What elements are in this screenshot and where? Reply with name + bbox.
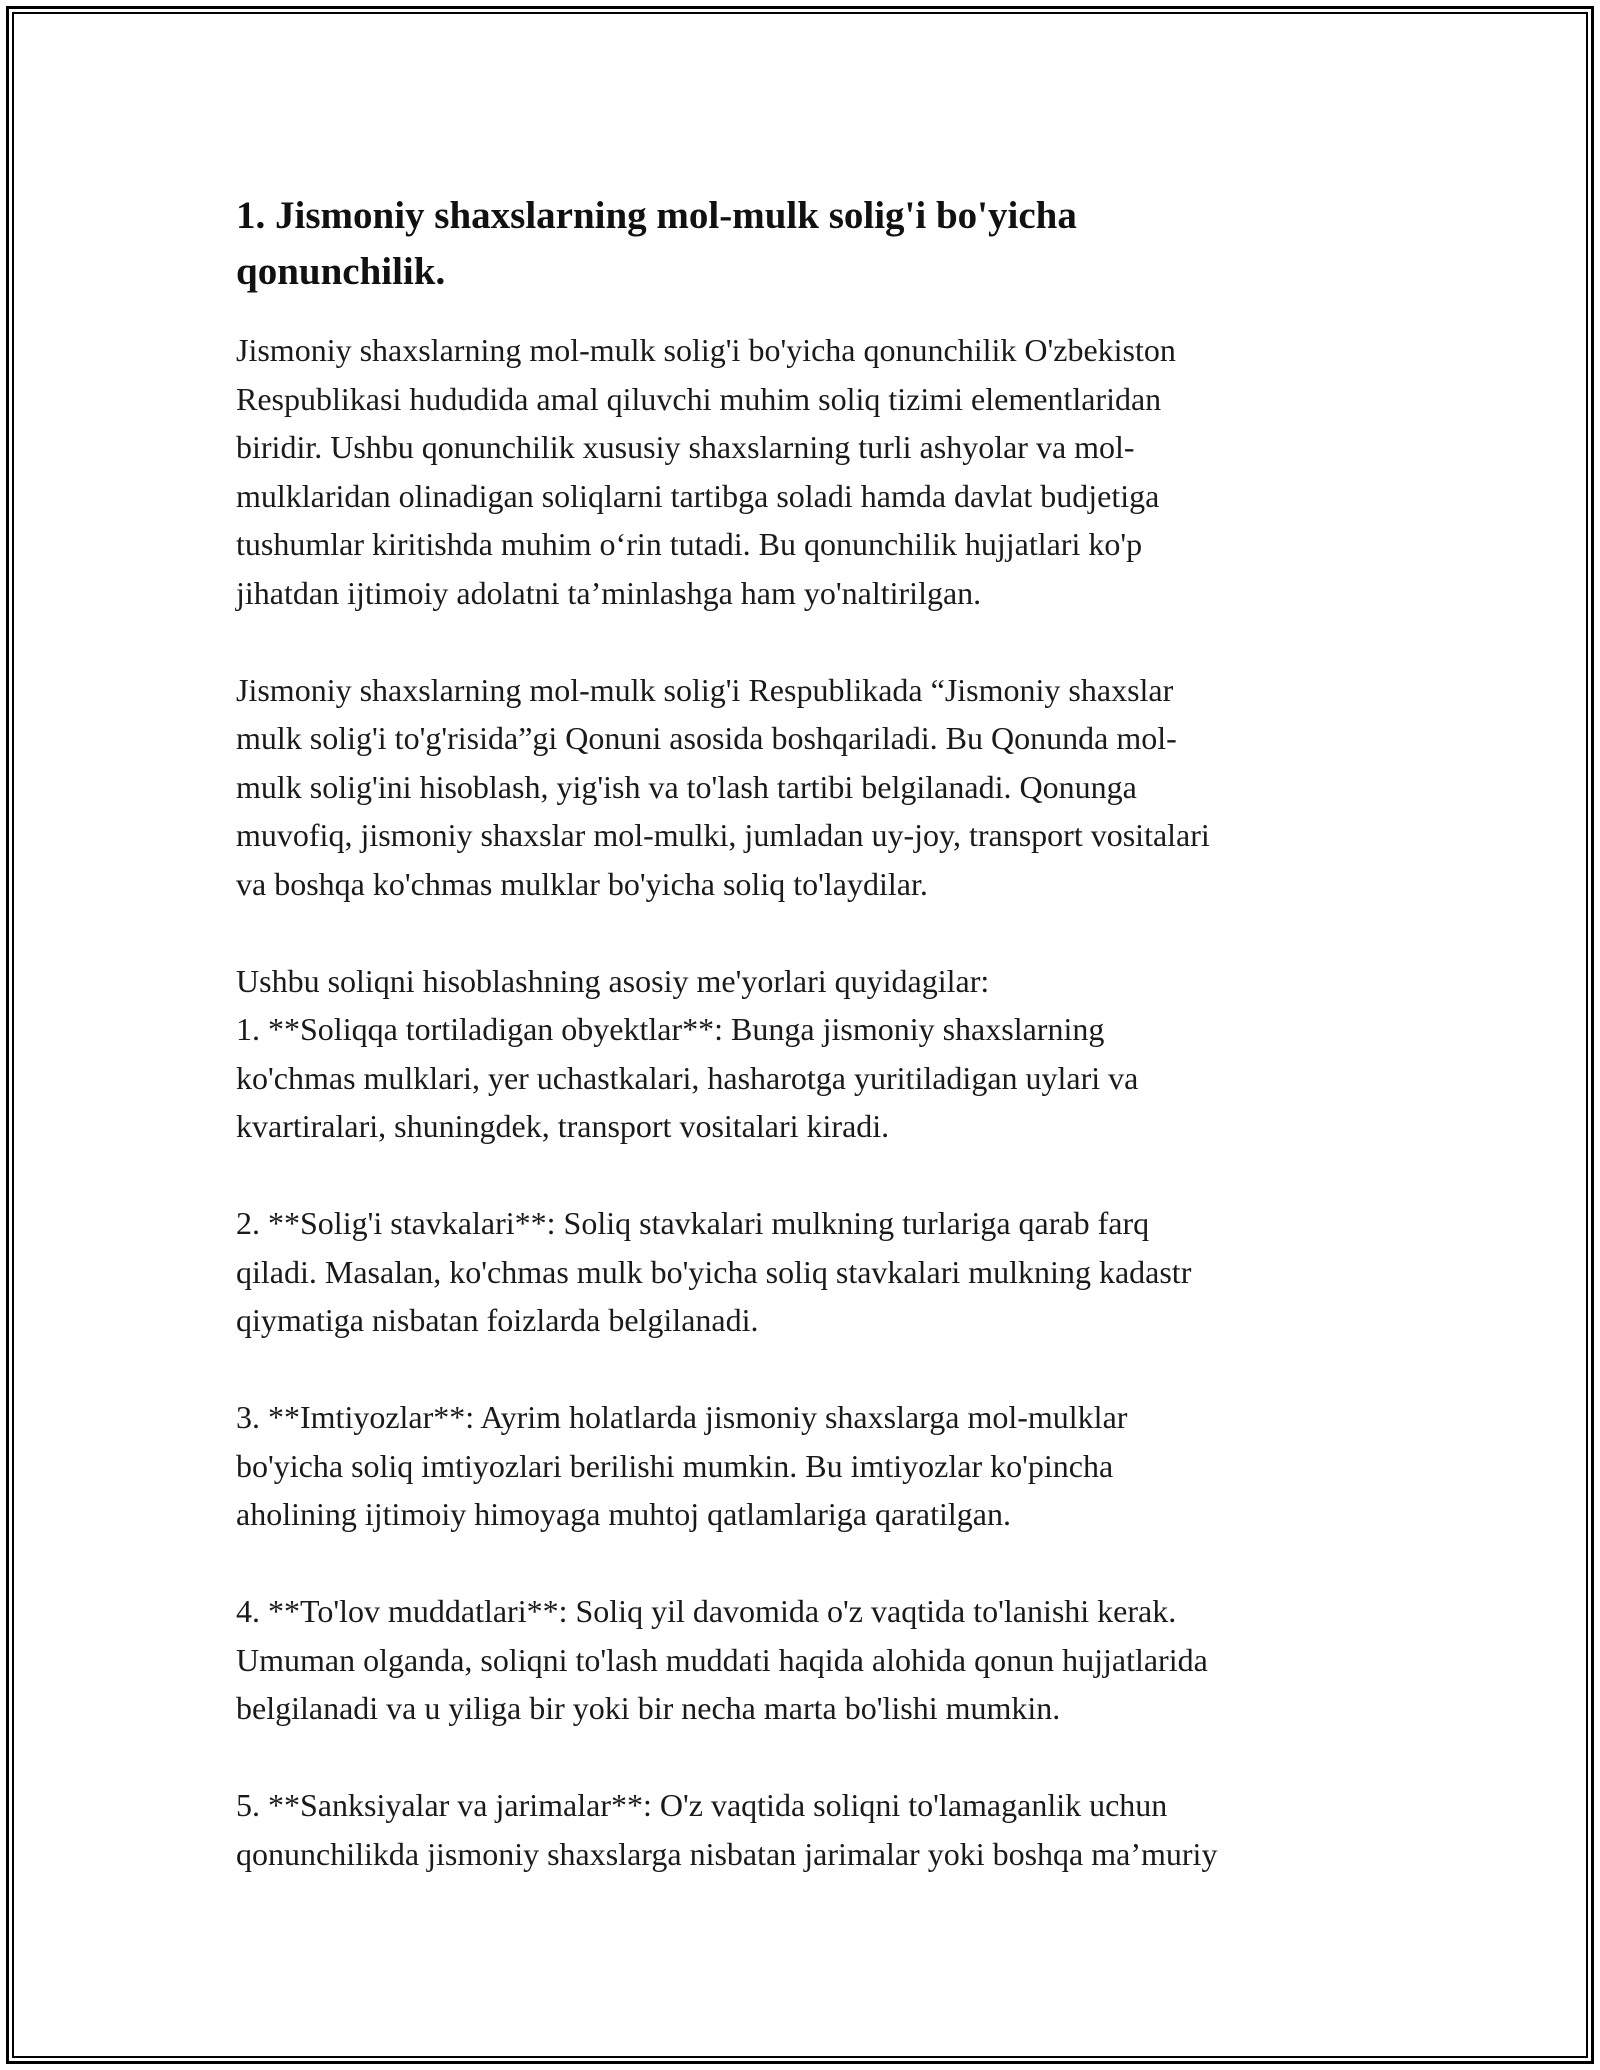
paragraph-intro: Jismoniy shaxslarning mol-mulk solig'i bo'yicha qonunchilik O'zbekiston Respublikasi hududida amal qiluvchi muhim soliq tizimi elementlaridan biridir. Ushbu qonunchilik xususiy shaxslarning turli ashyolar va mol- mulklaridan olinadigan soliqlarni tartibga soladi hamda davlat budjetiga tushumlar kiritishda muhim o‘rin tutadi. Bu qonunchilik hujjatlari ko'p jihatdan ijtimoiy adolatni ta’minlashga ham yo'naltirilgan. bbox=[236, 332, 1176, 611]
paragraph-payment-terms: 4. **To'lov muddatlari**: Soliq yil davomida o'z vaqtida to'lanishi kerak. Umuman olganda, soliqni to'lash muddati haqida alohida qonun hujjatlarida belgilanadi va u yiliga bir yoki bir necha marta bo'lishi mumkin. bbox=[236, 1593, 1208, 1726]
paragraph-privileges: 3. **Imtiyozlar**: Ayrim holatlarda jismoniy shaxslarga mol-mulklar bo'yicha soliq imtiyozlari berilishi mumkin. Bu imtiyozlar ko'pincha aholining ijtimoiy himoyaga muhtoj qatlamlariga qaratilgan. bbox=[236, 1399, 1128, 1532]
paragraph-sanctions: 5. **Sanksiyalar va jarimalar**: O'z vaqtida soliqni to'lamaganlik uchun qonunchilikda jismoniy shaxslarga nisbatan jarimalar yoki boshqa ma’muriy bbox=[236, 1787, 1218, 1872]
document-body bbox=[236, 188, 1366, 1878]
paragraph-spacer bbox=[236, 1733, 1366, 1782]
paragraph-law-basis: Jismoniy shaxslarning mol-mulk solig'i Respublikada “Jismoniy shaxslar mulk solig'i to'g'risida”gi Qonuni asosida boshqariladi. Bu Qonunda mol- mulk solig'ini hisoblash, yig'ish va to'lash tartibi belgilanadi. Qonunga muvofiq, jismoniy shaxslar mol-mulki, jumladan uy-joy, transport vositalari va boshqa ko'chmas mulklar bo'yicha soliq to'laydilar. bbox=[236, 671, 1210, 902]
paragraph-tax-rates: 2. **Solig'i stavkalari**: Soliq stavkalari mulkning turlariga qarab farq qiladi. Masalan, ko'chmas mulk bo'yicha soliq stavkalari mulkning kadastr qiymatiga nisbatan foizlarda belgilanadi. bbox=[236, 1205, 1192, 1338]
paragraph-spacer bbox=[236, 1345, 1366, 1394]
paragraph-spacer bbox=[236, 1151, 1366, 1200]
paragraph-spacer bbox=[236, 908, 1366, 957]
paragraph-criteria-objects: Ushbu soliqni hisoblashning asosiy me'yorlari quyidagilar: 1. **Soliqqa tortiladigan obyektlar**: Bunga jismoniy shaxslarning ko'chmas mulklari, yer uchastkalari, hasharotga yuritiladigan uylari va kvartiralari, shuningdek, transport vositalari kiradi. bbox=[236, 962, 1139, 1144]
paragraph-spacer bbox=[236, 617, 1366, 666]
paragraph-spacer bbox=[236, 1539, 1366, 1588]
document-title: 1. Jismoniy shaxslarning mol-mulk solig'i bo'yicha qonunchilik. bbox=[236, 194, 1077, 293]
